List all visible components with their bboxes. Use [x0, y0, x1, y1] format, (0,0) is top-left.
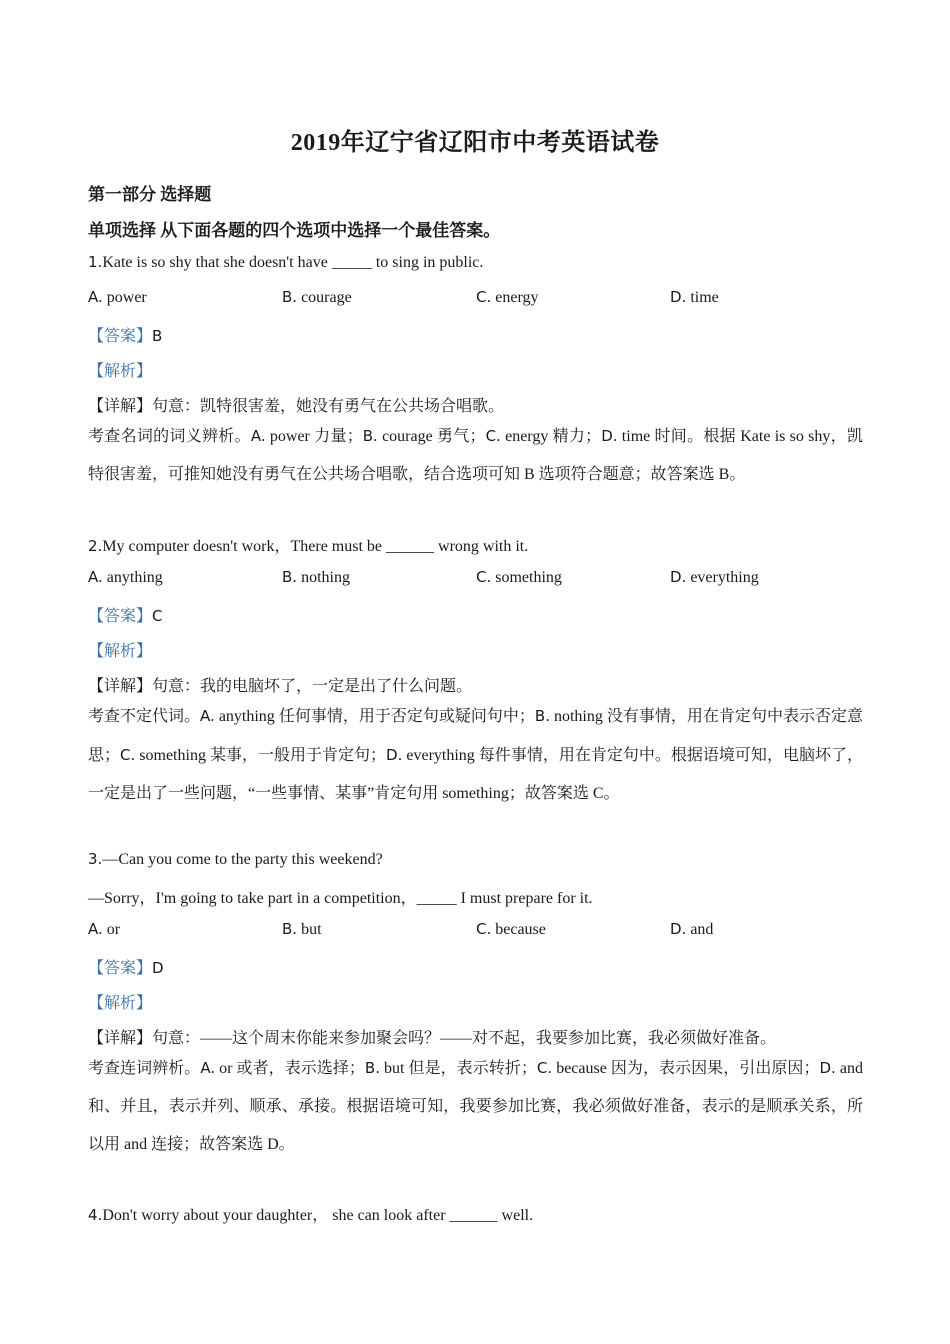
option-letter: A. [200, 1059, 216, 1077]
option-letter: A. [250, 427, 266, 445]
explanation-text: everything 每件事情，用在肯定句中。根据语境可知，电脑坏了，一定是出了一些问题，“一些事情、某事”肯定句用 something；故答案选 C。 [88, 747, 863, 802]
explanation-text: and 和、并且，表示并列、顺承、承接。根据语境可知，我要参加比赛，我必须做好准备，表示的是顺承关系，所以用 and 连接；故答案选 D。 [88, 1060, 863, 1153]
explanation-text: because 因为，表示因果，引出原因； [552, 1060, 820, 1077]
option-letter: C. [485, 427, 501, 445]
explanation-text: energy 精力； [500, 428, 602, 445]
question-3-option-d: D. and [670, 920, 714, 938]
question-2-explanation [88, 697, 863, 813]
part-heading: 第一部分 选择题 [88, 185, 212, 204]
explanation-text: nothing 没有事情，用在肯定句中表示否定意思； [88, 708, 863, 764]
page-title: 2019年辽宁省辽阳市中考英语试卷 [290, 130, 660, 156]
option-letter: D. [601, 427, 618, 445]
option-letter: C. [120, 746, 136, 764]
option-letter: B. [364, 1059, 380, 1077]
explanation-text: 考查连词辨析。 [88, 1060, 201, 1077]
question-1-explanation [88, 417, 863, 494]
option-letter: D. [819, 1059, 836, 1077]
explanation-text: time 时间。根据 Kate is so shy，凯特很害羞，可推知她没有勇气在公共场合唱歌，结合选项可知 B 选项符合题意；故答案选 B。 [88, 428, 863, 483]
question-1-stem: 1.Kate is so shy that she doesn't have _____ to sing in public. [88, 253, 484, 271]
question-2-option-a: A. anything [88, 568, 163, 586]
question-1-option-c: C. energy [476, 288, 539, 306]
question-3-stem-reply: —Sorry，I'm going to take part in a competition，_____ I must prepare for it. [88, 890, 593, 907]
question-3-option-a: A. or [88, 920, 121, 938]
option-letter: B. [534, 707, 550, 725]
explanation-text: power 力量； [265, 428, 363, 445]
question-2-answer: 【答案】C [88, 607, 163, 625]
explanation-text: 考查名词的词义辨析。 [88, 428, 251, 445]
question-4-stem: 4.Don't worry about your daughter， she can look after ______ well. [88, 1206, 534, 1224]
question-2-stem: 2.My computer doesn't work，There must be ______ wrong with it. [88, 537, 529, 555]
question-1-option-d: D. time [670, 288, 719, 306]
question-3-analysis-label: 【解析】 [88, 995, 153, 1012]
question-1-analysis-label: 【解析】 [88, 363, 153, 380]
question-1-detail: 【详解】句意：凯特很害羞，她没有勇气在公共场合唱歌。 [88, 398, 505, 415]
question-2-option-c: C. something [476, 568, 562, 586]
question-3-option-c: C. because [476, 920, 546, 938]
question-2-option-d: D. everything [670, 568, 759, 586]
question-1-option-b: B. courage [282, 288, 352, 306]
explanation-text: or 或者，表示选择； [215, 1060, 365, 1077]
question-1-answer: 【答案】B [88, 327, 163, 345]
option-letter: C. [536, 1059, 553, 1077]
section-heading: 单项选择 从下面各题的四个选项中选择一个最佳答案。 [88, 221, 501, 240]
question-2-option-b: B. nothing [282, 568, 350, 586]
option-letter: A. [200, 707, 215, 725]
question-3-answer: 【答案】D [88, 959, 164, 977]
question-3-option-b: B. but [282, 920, 322, 938]
question-3-detail: 【详解】句意：——这个周末你能来参加聚会吗？——对不起，我要参加比赛，我必须做好准备。 [88, 1030, 777, 1047]
explanation-text: something 某事，一般用于肯定句； [135, 747, 387, 764]
question-2-detail: 【详解】句意：我的电脑坏了，一定是出了什么问题。 [88, 678, 473, 695]
explanation-text: anything 任何事情，用于否定句或疑问句中； [214, 708, 535, 725]
option-letter: B. [362, 427, 378, 445]
explanation-text: courage 勇气； [377, 428, 486, 445]
question-3-explanation [88, 1049, 863, 1164]
option-letter: D. [386, 746, 403, 764]
question-1-option-a: A. power [88, 288, 147, 306]
question-2-analysis-label: 【解析】 [88, 643, 153, 660]
explanation-text: but 但是，表示转折； [379, 1060, 537, 1077]
explanation-text: 考查不定代词。 [88, 708, 201, 725]
question-3-stem: 3.—Can you come to the party this weekend? [88, 850, 383, 868]
